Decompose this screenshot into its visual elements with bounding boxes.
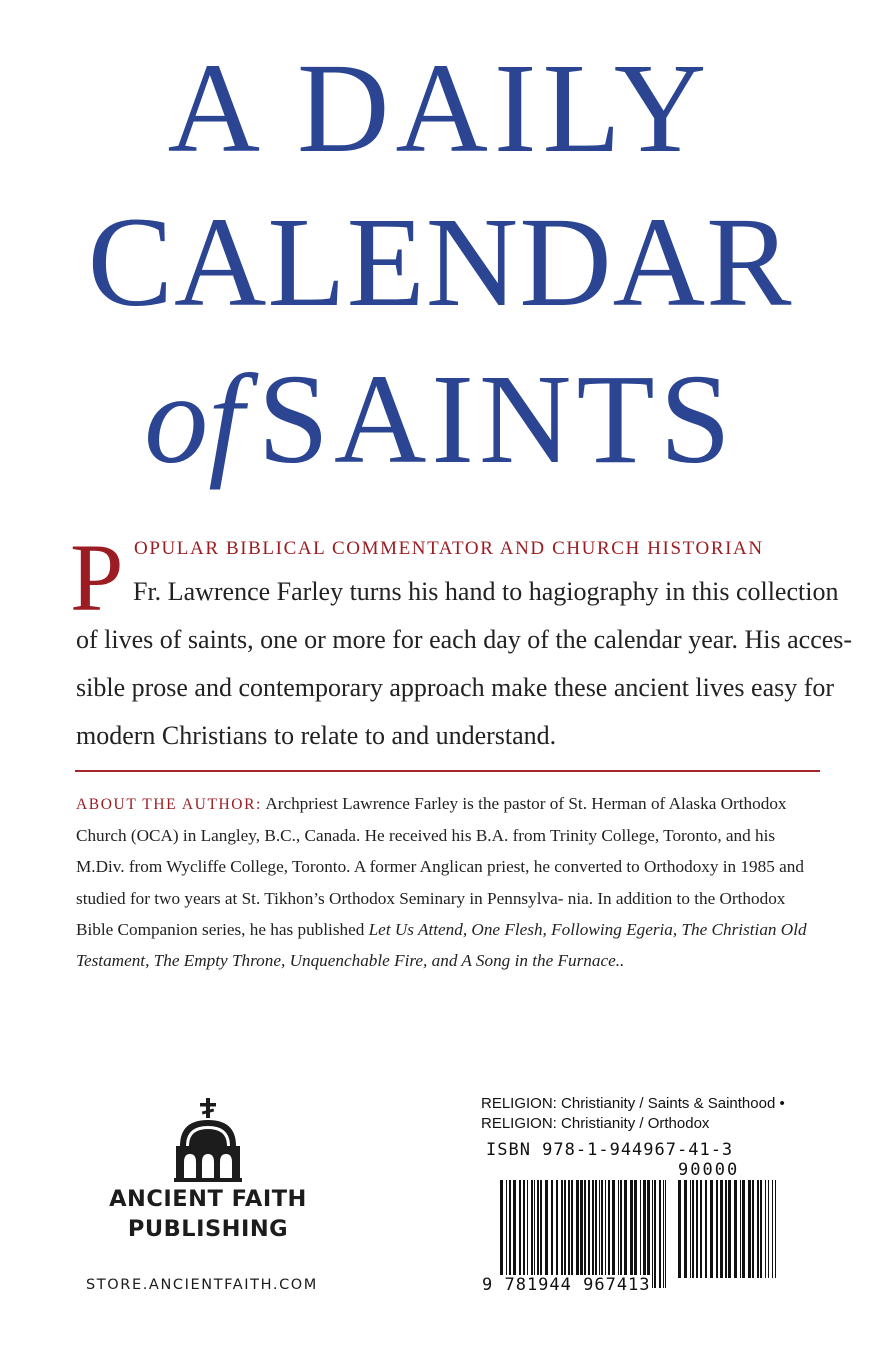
title-line-1: A DAILY	[167, 37, 713, 179]
title-saints: SAINTS	[257, 348, 736, 490]
publisher-name-line-1: ANCIENT FAITH	[109, 1186, 307, 1212]
blurb-line: of lives of saints, one or more for each day of the calendar year. His acces-	[76, 625, 853, 654]
blurb-line: Fr. Lawrence Farley turns his hand to hagiography in this collection	[133, 577, 839, 606]
store-url: STORE.ANCIENTFAITH.COM	[86, 1277, 318, 1293]
title-of: of	[144, 348, 244, 490]
about-text: Archpriest Lawrence Farley is the pastor of St. Herman of Alaska Orthodox Church (OCA) in Langley, B.C., Canada. He received his B.A. from Trinity College, Toronto, and his M.Div. from Wycliffe College, Toronto. A former Anglican priest, he converted to Orthodoxy in 1985 and studied for two years at St. Tikhon’s Orthodox Seminary in Pennsylva- nia. In addition to the Orthodox Bible Companion series, he has published	[76, 794, 804, 939]
blurb-line: sible prose and contemporary approach make these ancient lives easy for	[76, 673, 835, 702]
bisac-line-1: RELIGION: Christianity / Saints & Sainthood •	[481, 1095, 785, 1112]
about-the-author	[76, 788, 816, 976]
barcode-addon-number: 90000	[678, 1160, 740, 1180]
about-books: Let Us Attend, One Flesh, Following Egeria, The Christian Old Testament, The Empty Throne, Unquenchable Fire, and A Song in the Furnace..	[76, 919, 807, 971]
bisac-line-2: RELIGION: Christianity / Orthodox	[481, 1115, 710, 1132]
isbn-label: ISBN 978-1-944967-41-3	[486, 1140, 734, 1160]
title-line-3	[0, 348, 880, 490]
isbn-barcode	[478, 1140, 784, 1300]
barcode-bars	[478, 1180, 784, 1290]
barcode-ean-digits: 9 781944 967413	[482, 1275, 651, 1295]
bisac-categories	[481, 1094, 785, 1134]
divider-rule	[75, 770, 820, 772]
title-line-2: CALENDAR	[87, 191, 793, 333]
drop-cap: P	[70, 524, 124, 631]
about-heading: ABOUT THE AUTHOR:	[76, 796, 262, 813]
church-dome-cross-icon	[174, 1098, 242, 1184]
publisher-name-line-2: PUBLISHING	[127, 1216, 289, 1242]
blurb-lead-caps: OPULAR BIBLICAL COMMENTATOR AND CHURCH HISTORIAN	[134, 538, 764, 559]
blurb-line: modern Christians to relate to and understand.	[76, 721, 557, 750]
